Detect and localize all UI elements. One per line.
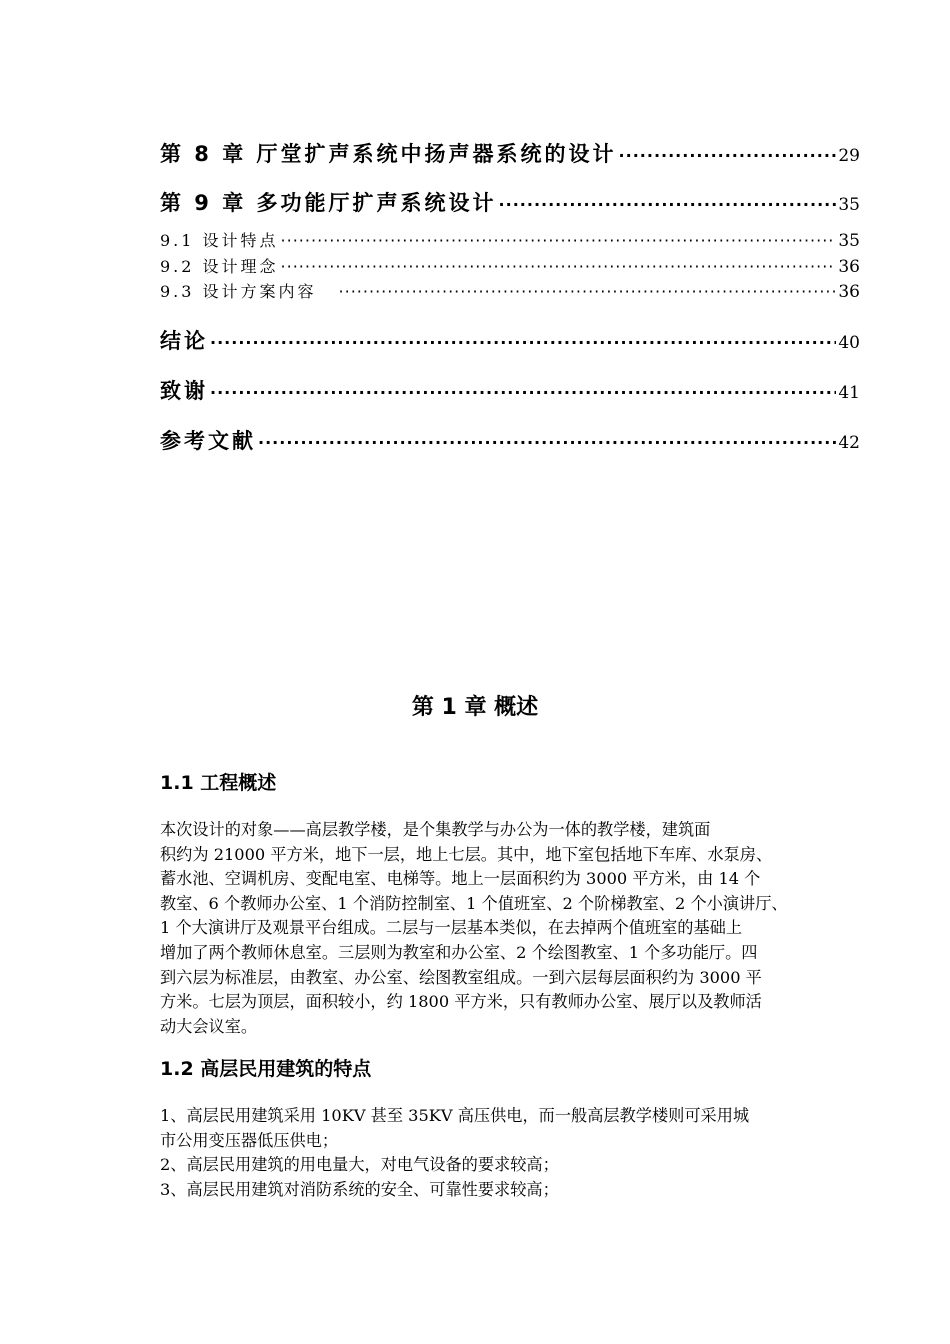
toc-leader-dots <box>499 195 837 214</box>
toc-page-number: 40 <box>838 333 860 353</box>
toc-entry-section-9-2[interactable] <box>160 254 860 277</box>
paragraph-line: 1 个大演讲厅及观景平台组成。二层与一层基本类似，在去掉两个值班室的基础上 <box>160 918 743 938</box>
paragraph-line: 3、高层民用建筑对消防系统的安全、可靠性要求较高； <box>160 1179 559 1199</box>
paragraph-project-overview <box>160 818 860 1039</box>
paragraph-building-features <box>160 1104 860 1202</box>
toc-entry-section-9-3[interactable] <box>160 279 860 302</box>
toc-page-number: 36 <box>838 282 860 302</box>
paragraph-line: 2、高层民用建筑的用电量大，对电气设备的要求较高； <box>160 1155 559 1175</box>
toc-entry-title: 9.1 设计特点 <box>160 231 279 250</box>
toc-entry-title: 第 9 章 多功能厅扩声系统设计 <box>160 191 497 215</box>
toc-leader-dots <box>210 333 836 352</box>
toc-leader-dots <box>258 433 836 452</box>
toc-page-number: 35 <box>838 231 860 251</box>
toc-entry-references[interactable] <box>160 425 860 455</box>
toc-entry-title: 9.3 设计方案内容 <box>160 282 317 301</box>
toc-leader-dots <box>339 282 837 301</box>
toc-leader-dots <box>619 146 837 165</box>
toc-leader-dots <box>281 231 837 250</box>
chapter-title: 第 1 章 概述 <box>411 695 539 720</box>
paragraph-line: 教室、6 个教师办公室、1 个消防控制室、1 个值班室、2 个阶梯教室、2 个小演讲厅、 <box>160 893 788 913</box>
paragraph-line: 到六层为标准层，由教室、办公室、绘图教室组成。一到六层每层面积约为 3000 平 <box>160 967 762 987</box>
toc-entry-chapter-8[interactable] <box>160 138 860 168</box>
toc-entry-chapter-9[interactable] <box>160 187 860 217</box>
toc-page-number: 35 <box>838 195 860 215</box>
toc-page-number: 29 <box>838 146 860 166</box>
toc-entry-title: 参考文献 <box>160 429 256 453</box>
section-heading-1-2: 1.2 高层民用建筑的特点 <box>160 1058 372 1080</box>
toc-entry-title: 第 8 章 厅堂扩声系统中扬声器系统的设计 <box>160 142 617 166</box>
toc-leader-dots <box>281 257 837 276</box>
toc-leader-dots <box>210 383 836 402</box>
paragraph-line: 增加了两个教师休息室。三层则为教室和办公室、2 个绘图教室、1 个多功能厅。四 <box>160 942 758 962</box>
paragraph-line: 积约为 21000 平方米，地下一层，地上七层。其中，地下室包括地下车库、水泵房、 <box>160 844 773 864</box>
paragraph-line: 动大会议室。 <box>160 1016 258 1036</box>
toc-page-number: 36 <box>838 257 860 277</box>
toc-entry-acknowledgements[interactable] <box>160 375 860 405</box>
toc-entry-conclusion[interactable] <box>160 325 860 355</box>
toc-entry-title: 致谢 <box>160 379 208 403</box>
toc-entry-section-9-1[interactable] <box>160 228 860 251</box>
toc-entry-title: 结论 <box>160 329 208 353</box>
toc-page-number: 41 <box>838 383 860 403</box>
paragraph-line: 蓄水池、空调机房、变配电室、电梯等。地上一层面积约为 3000 平方米，由 14 个 <box>160 869 761 889</box>
toc-page-number: 42 <box>838 433 860 453</box>
paragraph-line: 1、高层民用建筑采用 10KV 甚至 35KV 高压供电，而一般高层教学楼则可采用城 <box>160 1106 750 1125</box>
paragraph-line: 本次设计的对象——高层教学楼，是个集教学与办公为一体的教学楼，建筑面 <box>160 820 711 839</box>
section-heading-1-1: 1.1 工程概述 <box>160 772 277 794</box>
paragraph-line: 方米。七层为顶层，面积较小，约 1800 平方米，只有教师办公室、展厅以及教师活 <box>160 992 762 1012</box>
paragraph-line: 市公用变压器低压供电； <box>160 1130 339 1150</box>
toc-entry-title: 9.2 设计理念 <box>160 257 279 276</box>
